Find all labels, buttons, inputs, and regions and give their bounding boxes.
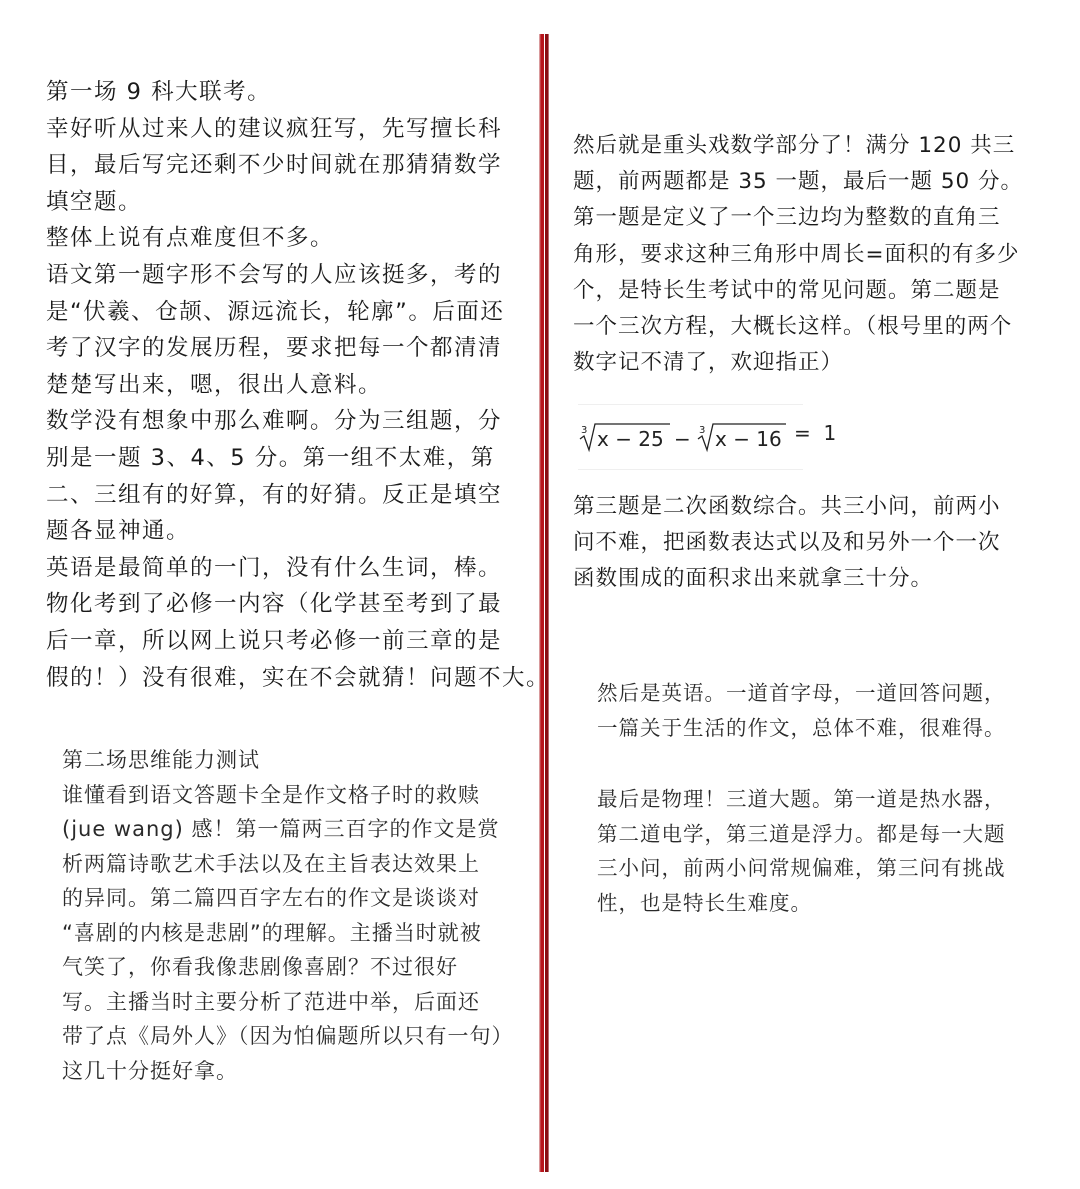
text-line: 角形，要求这种三角形中周长=面积的有多少 bbox=[573, 241, 1020, 267]
text-line: “喜剧的内核是悲剧”的理解。主播当时就被 bbox=[62, 920, 482, 945]
text-line: 填空题。 bbox=[46, 188, 143, 215]
text-line: 函数围成的面积求出来就拿三十分。 bbox=[573, 566, 934, 592]
text-line: (jue wang) 感！第一篇两三百字的作文是赏 bbox=[62, 817, 500, 841]
text-line: 这几十分挺好拿。 bbox=[62, 1058, 238, 1083]
text-line: 然后是英语。一道首字母，一道回答问题， bbox=[597, 681, 1006, 705]
text-line: 题各显神通。 bbox=[46, 518, 191, 545]
text-line: 物化考到了必修一内容（化学甚至考到了最 bbox=[46, 591, 503, 618]
text-line: 题，前两题都是 35 一题，最后一题 50 分。 bbox=[573, 169, 1024, 195]
radicand-1: x − 25 bbox=[597, 427, 664, 451]
text-line: 第一场 9 科大联考。 bbox=[46, 79, 272, 105]
text-line: 个，是特长生考试中的常见问题。第二题是 bbox=[573, 277, 1001, 303]
right-section-physics bbox=[597, 782, 1006, 920]
text-line: 幸好听从过来人的建议疯狂写，先写擅长科 bbox=[46, 115, 503, 142]
right-section-english bbox=[597, 676, 1006, 745]
text-line: 写。主播当时主要分析了范进中举，后面还 bbox=[62, 989, 480, 1014]
minus-sign: − bbox=[674, 427, 691, 451]
text-line: 第三题是二次函数综合。共三小问，前两小 bbox=[573, 494, 1001, 519]
text-line: 整体上说有点难度但不多。 bbox=[46, 225, 335, 252]
radicand-2: x − 16 bbox=[715, 427, 782, 451]
text-line: 然后就是重头戏数学部分了！满分 120 共三 bbox=[573, 133, 1016, 158]
text-line: 带了点《局外人》（因为怕偏题所以只有一句） bbox=[62, 1024, 514, 1048]
text-line: 数学没有想象中那么难啊。分为三组题，分 bbox=[46, 408, 503, 435]
text-line: 一篇关于生活的作文，总体不难，很难得。 bbox=[597, 715, 1006, 740]
text-line: 第二道电学，第三道是浮力。都是每一大题 bbox=[597, 821, 1006, 846]
text-line: 最后是物理！三道大题。第一道是热水器， bbox=[597, 787, 1006, 811]
text-line: 语文第一题字形不会写的人应该挺多，考的 bbox=[46, 261, 503, 288]
text-line: 一个三次方程，大概长这样。（根号里的两个 bbox=[573, 314, 1013, 340]
text-line: 性，也是特长生难度。 bbox=[597, 890, 812, 915]
text-line: 考了汉字的发展历程，要求把每一个都清清 bbox=[46, 335, 503, 362]
text-line: 假的！）没有很难，实在不会就猜！问题不大。 bbox=[46, 664, 551, 691]
text-line: 析两篇诗歌艺术手法以及在主旨表达效果上 bbox=[62, 851, 480, 876]
text-line: 英语是最简单的一门，没有什么生词，棒。 bbox=[46, 554, 503, 581]
text-line: 气笑了，你看我像悲剧像喜剧？不过很好 bbox=[62, 955, 458, 979]
text-line: 三小问，前两小问常规偏难，第三问有挑战 bbox=[597, 856, 1006, 880]
text-line: 是“伏羲、仓颉、源远流长，轮廓”。后面还 bbox=[46, 298, 505, 325]
right-section-math-q3 bbox=[573, 489, 1001, 598]
text-line: 目，最后写完还剩不少时间就在那猜猜数学 bbox=[46, 152, 503, 179]
text-line: 二、三组有的好算，有的好猜。反正是填空 bbox=[46, 481, 503, 508]
text-line: 后一章，所以网上说只考必修一前三章的是 bbox=[46, 627, 503, 654]
text-line: 的异同。第二篇四百字左右的作文是谈谈对 bbox=[62, 886, 480, 910]
text-line: 数字记不清了，欢迎指正） bbox=[573, 350, 844, 376]
section-heading: 第二场思维能力测试 bbox=[62, 748, 260, 772]
left-section-exam-two bbox=[62, 743, 514, 1088]
equals-sign: = bbox=[794, 421, 811, 445]
text-line: 谁懂看到语文答题卡全是作文格子时的救赎 bbox=[62, 782, 480, 807]
right-section-math bbox=[573, 128, 1023, 381]
text-line: 问不难，把函数表达式以及和另外一个一次 bbox=[573, 530, 1001, 556]
text-line: 别是一题 3、4、5 分。第一组不太难，第 bbox=[46, 444, 495, 471]
root-index: 3 bbox=[581, 425, 588, 436]
root-index: 3 bbox=[699, 425, 706, 436]
cube-root-equation bbox=[578, 404, 837, 470]
text-line: 第一题是定义了一个三边均为整数的直角三 bbox=[573, 205, 1001, 231]
left-section-exam-one bbox=[46, 74, 550, 696]
text-line: 楚楚写出来，嗯，很出人意料。 bbox=[46, 371, 383, 398]
equation-rhs: 1 bbox=[823, 421, 837, 445]
